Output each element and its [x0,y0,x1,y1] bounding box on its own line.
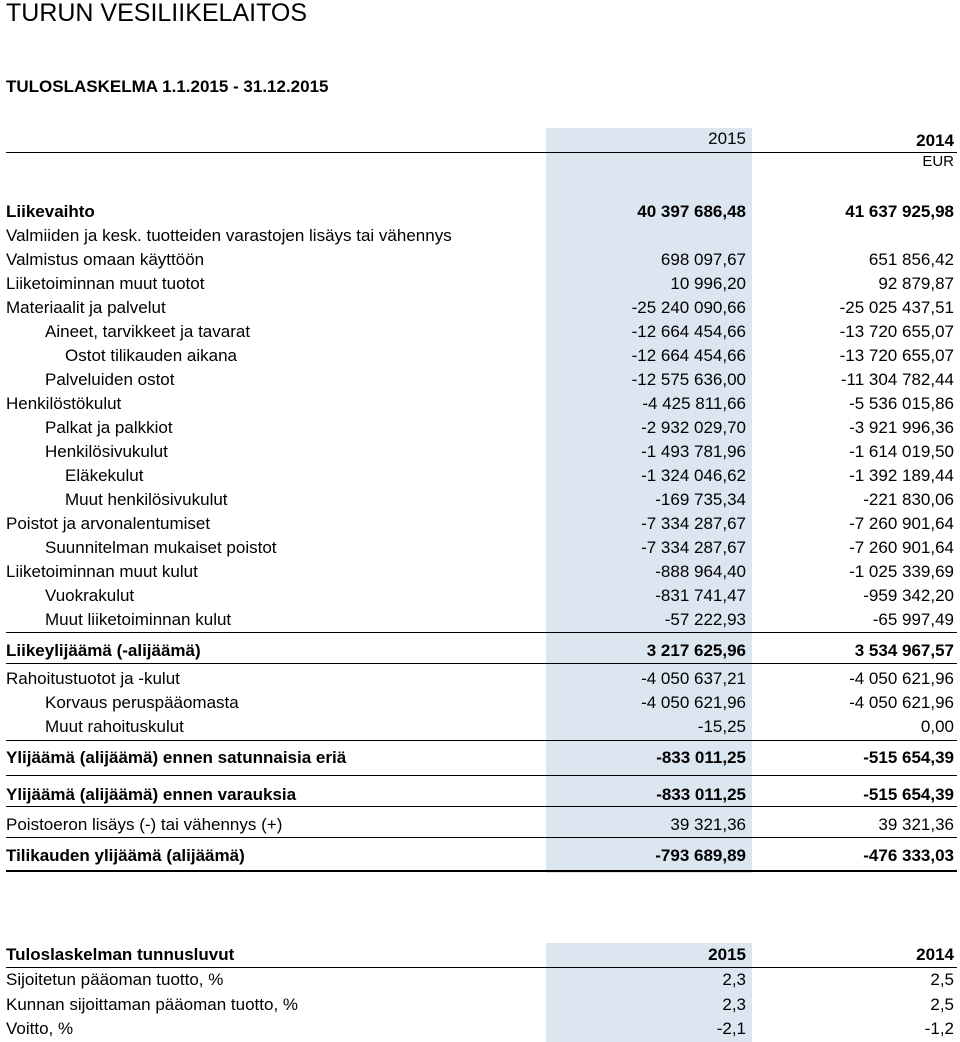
table-row [0,440,960,464]
row-label: Ostot tilikauden aikana [65,346,237,365]
col-header-2014: 2014 [916,131,954,150]
table-row [0,368,960,392]
row-rule [6,837,957,838]
row-value-2015: -1 493 781,96 [641,442,746,461]
row-value-2014: -4 050 621,96 [849,669,954,688]
table-row [0,715,960,739]
row-value-2014: -3 921 996,36 [849,418,954,437]
table-row [0,667,960,691]
row-value-2014: 0,00 [920,717,954,736]
row-value-2015: 10 996,20 [670,274,746,293]
kpi-label: Tuloslaskelman tunnusluvut [6,945,235,964]
row-value-2014: 41 637 925,98 [845,202,954,221]
row-label: Palveluiden ostot [45,370,175,389]
row-value-2015: -15,25 [697,717,746,736]
row-label: Eläkekulut [65,466,144,485]
kpi-value-2015: -2,1 [716,1019,746,1038]
table-row [0,608,960,632]
row-value-2014: -221 830,06 [863,490,954,509]
table-row [0,512,960,536]
row-value-2015: -4 050 637,21 [641,669,746,688]
table-row [0,464,960,488]
row-value-2014: -7 260 901,64 [849,514,954,533]
row-label: Liikevaihto [6,202,95,221]
table-row [0,272,960,296]
row-value-2015: -25 240 090,66 [631,298,746,317]
row-label: Palkat ja palkkiot [45,418,173,437]
row-value-2014: -7 260 901,64 [849,538,954,557]
row-value-2014: -515 654,39 [863,785,954,804]
row-value-2014: -476 333,03 [863,846,954,865]
row-value-2015: -2 932 029,70 [641,418,746,437]
row-value-2014: -13 720 655,07 [839,346,954,365]
row-label: Liikeylijäämä (-alijäämä) [6,641,201,660]
row-label: Suunnitelman mukaiset poistot [45,538,277,557]
kpi-value-2015: 2,3 [722,970,746,989]
row-rule [6,663,957,664]
row-label: Liiketoiminnan muut tuotot [6,274,205,293]
row-label: Ylijäämä (alijäämä) ennen varauksia [6,785,297,804]
row-value-2015: 3 217 625,96 [646,641,746,660]
kpi-header-row [0,943,960,967]
row-value-2014: 3 534 967,57 [854,641,954,660]
row-value-2015: 39 321,36 [670,815,746,834]
table-row [0,488,960,512]
kpi-label: Voitto, % [6,1019,74,1038]
row-value-2014: 651 856,42 [868,250,954,269]
row-value-2015: -7 334 287,67 [641,538,746,557]
row-label: Aineet, tarvikkeet ja tavarat [45,322,251,341]
row-value-2014: -1 392 189,44 [849,466,954,485]
row-value-2015: -169 735,34 [655,490,746,509]
row-value-2015: -831 741,47 [655,586,746,605]
kpi-row [0,968,960,992]
row-value-2015: -7 334 287,67 [641,514,746,533]
table-row [0,320,960,344]
row-value-2015: -4 425 811,66 [642,394,746,413]
table-row [0,416,960,440]
table-row [0,691,960,715]
row-value-2015: -12 664 454,66 [631,346,746,365]
row-value-2014: -25 025 437,51 [839,298,954,317]
table-row [0,560,960,584]
row-value-2015: -833 011,25 [656,785,746,804]
kpi-value-2014: 2,5 [930,970,954,989]
table-row [0,783,960,807]
kpi-label: Sijoitetun pääoman tuotto, % [6,970,224,989]
row-value-2015: -833 011,25 [656,748,746,767]
row-value-2015: -4 050 621,96 [641,693,746,712]
kpi-value-2015: 2015 [708,945,746,964]
table-row [0,584,960,608]
kpi-value-2014: -1,2 [924,1019,954,1038]
row-rule [6,632,957,633]
row-value-2015: -57 222,93 [664,610,746,629]
row-value-2015: 698 097,67 [660,250,746,269]
kpi-row [0,1017,960,1041]
row-label: Muut henkilösivukulut [65,490,228,509]
row-value-2014: -5 536 015,86 [849,394,954,413]
row-value-2015: 40 397 686,48 [637,202,746,221]
page-title: TURUN VESILIIKELAITOS [6,0,308,27]
row-rule [6,870,957,872]
row-label: Tilikauden ylijäämä (alijäämä) [6,846,245,865]
table-row [0,224,960,248]
row-label: Materiaalit ja palvelut [6,298,166,317]
row-value-2014: -959 342,20 [863,586,954,605]
row-label: Henkilösivukulut [45,442,168,461]
table-row [0,813,960,837]
row-label: Korvaus peruspääomasta [45,693,239,712]
row-value-2014: 92 879,87 [878,274,954,293]
table-row [0,200,960,224]
row-label: Muut liiketoiminnan kulut [45,610,232,629]
row-label: Valmistus omaan käyttöön [6,250,205,269]
table-row [0,296,960,320]
row-value-2015: -1 324 046,62 [641,466,746,485]
table-row [0,536,960,560]
row-rule [6,740,957,741]
row-label: Ylijäämä (alijäämä) ennen satunnaisia eriä [6,748,347,767]
row-value-2014: -515 654,39 [863,748,954,767]
row-value-2015: -12 664 454,66 [631,322,746,341]
kpi-row [0,993,960,1017]
row-value-2014: -4 050 621,96 [849,693,954,712]
row-value-2014: -65 997,49 [872,610,954,629]
row-value-2014: -1 614 019,50 [849,442,954,461]
row-label: Liiketoiminnan muut kulut [6,562,198,581]
row-value-2014: -13 720 655,07 [839,322,954,341]
row-label: Muut rahoituskulut [45,717,184,736]
row-label: Rahoitustuotot ja -kulut [6,669,180,688]
row-label: Poistoeron lisäys (-) tai vähennys (+) [6,815,283,834]
row-value-2014: -1 025 339,69 [849,562,954,581]
row-value-2015: -888 964,40 [655,562,746,581]
row-value-2015: -12 575 636,00 [631,370,746,389]
col-header-2015: 2015 [708,129,746,148]
row-value-2015: -793 689,89 [655,846,746,865]
row-value-2014: 39 321,36 [878,815,954,834]
table-row [0,248,960,272]
row-label: Henkilöstökulut [6,394,122,413]
kpi-value-2014: 2014 [916,945,954,964]
row-rule [6,775,957,776]
table-row [0,746,960,770]
row-rule [6,806,957,807]
kpi-value-2014: 2,5 [930,995,954,1014]
kpi-label: Kunnan sijoittaman pääoman tuotto, % [6,995,299,1014]
unit-label: EUR [922,153,954,170]
row-value-2014: -11 304 782,44 [840,370,954,389]
table-row [0,344,960,368]
table-row [0,639,960,663]
statement-subtitle: TULOSLASKELMA 1.1.2015 - 31.12.2015 [6,77,329,96]
header-rule [6,152,957,153]
row-label: Poistot ja arvonalentumiset [6,514,211,533]
table-row [0,392,960,416]
row-label: Vuokrakulut [45,586,135,605]
table-row [0,844,960,868]
kpi-value-2015: 2,3 [722,995,746,1014]
row-label: Valmiiden ja kesk. tuotteiden varastojen lisäys tai vähennys [6,226,452,245]
